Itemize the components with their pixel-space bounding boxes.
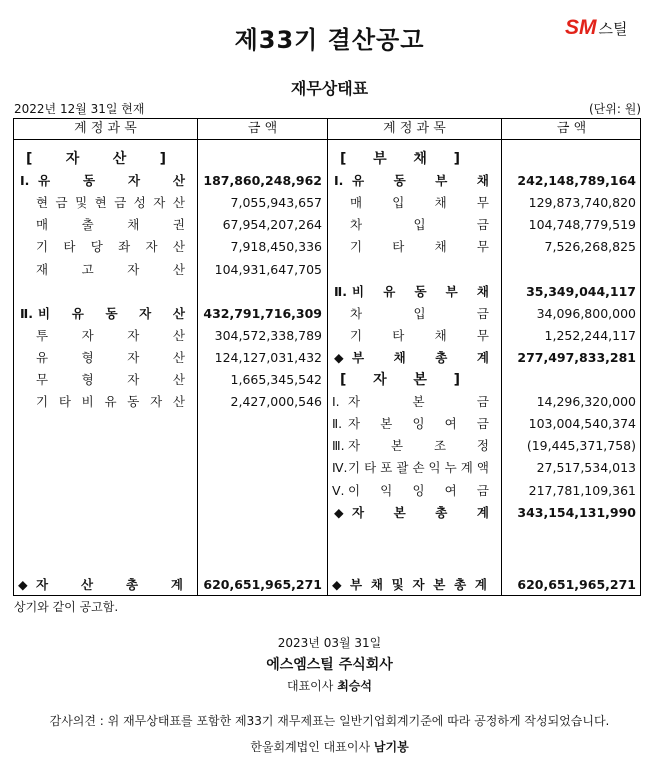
label-char: 권	[172, 217, 185, 233]
amount-value: 7,918,450,336	[230, 239, 322, 255]
label-char: 투	[36, 327, 49, 343]
account-label	[350, 192, 489, 214]
label-char: 산	[80, 577, 94, 592]
label-char: 차	[350, 305, 363, 321]
label-char: 자	[352, 504, 365, 520]
label-char: 본	[393, 504, 406, 520]
announcement-date: 2023년 03월 31일	[277, 636, 382, 650]
total-label	[350, 574, 487, 596]
label-char: 계	[474, 577, 487, 592]
row-prefix: ◆	[334, 504, 344, 520]
label-char: ]	[453, 151, 460, 167]
label-char: 총	[454, 577, 467, 592]
row-prefix: ◆	[334, 349, 344, 365]
label-char: 기	[348, 460, 361, 476]
label-char: 자	[127, 173, 141, 189]
row-prefix: Ⅱ.	[334, 283, 347, 299]
amount-value: 67,954,207,264	[222, 217, 322, 233]
account-label	[350, 325, 489, 347]
label-char: 금	[114, 195, 127, 211]
label-char: 무	[476, 327, 489, 343]
label-char: 당	[90, 239, 103, 255]
company-name: 에스엠스틸 주식회사	[266, 657, 393, 673]
label-char: 입	[413, 217, 426, 233]
label-char: 성	[133, 195, 146, 211]
account-label	[350, 236, 489, 258]
amount-value: 187,860,248,962	[203, 173, 322, 189]
amount-value: 103,004,540,374	[528, 416, 636, 432]
label-char: 손	[412, 460, 425, 476]
label-char: 익	[380, 482, 393, 498]
label-char: 무	[36, 372, 49, 387]
label-char: 채	[434, 195, 447, 211]
label-char: 형	[81, 372, 94, 387]
label-char: 입	[392, 195, 405, 211]
label-char: 자	[150, 394, 163, 410]
label-char: 동	[105, 305, 118, 321]
amount-value: 35,349,044,117	[526, 283, 636, 299]
label-char: 여	[444, 482, 457, 498]
account-label	[38, 303, 185, 325]
label-char: 유	[383, 283, 396, 299]
ceo-line	[0, 677, 659, 694]
amount-value: 304,572,338,789	[214, 327, 322, 343]
header-account-right: 계 정 과 목	[383, 121, 446, 136]
label-char: [	[26, 151, 33, 167]
label-char: 금	[476, 416, 489, 432]
label-char: 무	[476, 195, 489, 211]
total-prefix: ◆	[18, 577, 28, 592]
label-char: 유	[71, 305, 84, 321]
label-char: 유	[104, 394, 117, 410]
label-char: 산	[172, 305, 185, 321]
label-char: 정	[476, 438, 489, 454]
label-char: 금	[476, 305, 489, 321]
amount-value: 129,873,740,820	[528, 195, 636, 211]
account-label	[36, 214, 185, 236]
amount-value: 104,748,779,519	[528, 217, 636, 233]
label-char: 기	[36, 394, 49, 410]
label-char: 부	[445, 283, 458, 299]
label-char: 자	[373, 372, 387, 388]
label-char: 기	[350, 239, 363, 255]
company-logo	[565, 16, 627, 40]
label-char: 자	[127, 349, 140, 365]
label-char: 채	[393, 349, 406, 365]
label-char: 자	[81, 327, 94, 343]
account-label	[352, 281, 489, 303]
label-char: 포	[380, 460, 393, 476]
label-char: 채	[413, 151, 427, 167]
row-prefix: Ⅳ.	[332, 460, 348, 476]
label-char: 및	[391, 577, 404, 592]
label-char: 동	[414, 283, 427, 299]
label-char: 자	[139, 305, 152, 321]
auditor-line	[0, 738, 659, 755]
label-char: 자	[65, 151, 80, 167]
label-char: ]	[159, 151, 166, 167]
label-char: 매	[36, 217, 49, 233]
amount-value: (19,445,371,758)	[526, 438, 636, 454]
label-char: 유	[352, 173, 365, 189]
audit-opinion: 감사의견 : 위 재무상태표를 포함한 제33기 재무제표는 일반기업회계기준에 따라 공정하게 작성되었습니다.	[49, 714, 610, 728]
amount-value: 27,517,534,013	[536, 460, 636, 476]
label-char: 타	[63, 239, 76, 255]
label-char: 자	[348, 394, 361, 410]
label-char: 출	[81, 217, 94, 233]
label-char: 액	[476, 460, 489, 476]
label-char: 계	[476, 349, 489, 365]
row-prefix: Ⅴ.	[332, 482, 345, 498]
label-char: 부	[435, 173, 448, 189]
row-prefix: Ⅱ.	[332, 416, 343, 432]
amount-value: 277,497,833,281	[517, 349, 636, 365]
total-amount: 620,651,965,271	[517, 577, 636, 592]
account-label	[352, 502, 489, 524]
auditor-org: 한울회계법인 대표이사	[250, 740, 371, 754]
amount-value: 432,791,716,309	[203, 305, 322, 321]
label-char: 매	[350, 195, 363, 211]
account-label	[348, 391, 489, 413]
row-prefix: Ⅲ.	[332, 438, 345, 454]
section-heading	[26, 148, 166, 170]
label-char: 타	[58, 394, 71, 410]
label-char: 동	[82, 173, 96, 189]
account-label	[36, 369, 185, 391]
label-char: 자	[127, 372, 140, 387]
balance-sheet-table	[13, 118, 641, 596]
label-char: 계	[460, 460, 473, 476]
label-char: 금	[476, 394, 489, 410]
label-char: 채	[434, 239, 447, 255]
account-label	[36, 236, 185, 258]
label-char: 비	[352, 283, 365, 299]
row-prefix: Ⅰ.	[332, 394, 340, 410]
label-char: 본	[433, 577, 446, 592]
label-char: 좌	[118, 239, 131, 255]
label-char: 자	[348, 438, 361, 454]
header-amount-right: 금 액	[556, 121, 587, 136]
label-char: 부	[373, 151, 387, 167]
label-char: 계	[170, 577, 183, 592]
footnote: 상기와 같이 공고함.	[14, 600, 119, 614]
amount-value: 14,296,320,000	[536, 394, 636, 410]
row-prefix: Ⅱ.	[20, 305, 33, 321]
as-of-date: 2022년 12월 31일 현재	[14, 102, 145, 116]
account-label	[36, 347, 185, 369]
account-label	[348, 413, 489, 435]
label-char: 재	[36, 261, 49, 277]
amount-value: 1,665,345,542	[230, 372, 322, 387]
account-label	[348, 435, 489, 457]
total-prefix: ◆	[332, 577, 342, 592]
label-char: 형	[81, 349, 94, 365]
header-amount-left: 금 액	[247, 121, 278, 136]
account-label	[350, 303, 489, 325]
label-char: 본	[412, 394, 425, 410]
label-char: 동	[127, 394, 140, 410]
label-char: 산	[172, 349, 185, 365]
label-char: 금	[55, 195, 68, 211]
label-char: 산	[172, 372, 185, 387]
label-char: 산	[172, 261, 185, 277]
label-char: 계	[476, 504, 489, 520]
label-char: 입	[413, 305, 426, 321]
label-char: 산	[172, 394, 185, 410]
label-char: 채	[370, 577, 383, 592]
label-char: 익	[428, 460, 441, 476]
account-label	[348, 480, 489, 502]
label-char: [	[340, 151, 347, 167]
row-prefix: Ⅰ.	[334, 173, 344, 189]
account-label	[352, 347, 489, 369]
label-char: 동	[393, 173, 406, 189]
statement-title: 재무상태표	[290, 79, 369, 98]
label-char: 자	[153, 195, 166, 211]
account-label	[36, 325, 185, 347]
logo-sm: SM	[565, 16, 597, 39]
ceo-title: 대표이사	[287, 679, 334, 693]
label-char: 비	[81, 394, 94, 410]
section-heading	[340, 148, 460, 170]
amount-value: 124,127,031,432	[214, 349, 322, 365]
label-char: 무	[476, 239, 489, 255]
amount-value: 242,148,789,164	[517, 173, 636, 189]
label-char: 유	[36, 349, 49, 365]
section-heading	[340, 369, 460, 391]
label-char: 본	[413, 372, 427, 388]
label-char: 본	[390, 438, 404, 454]
amount-value: 7,055,943,657	[230, 195, 322, 211]
account-label	[350, 214, 489, 236]
label-char: 자	[348, 416, 361, 432]
label-char: 채	[476, 173, 489, 189]
label-char: 산	[172, 173, 185, 189]
account-label	[36, 192, 185, 214]
label-char: 차	[350, 217, 363, 233]
row-prefix: Ⅰ.	[20, 173, 30, 189]
account-label	[38, 170, 185, 192]
amount-value: 7,526,268,825	[544, 239, 636, 255]
label-char: 이	[348, 482, 361, 498]
amount-value: 34,096,800,000	[536, 305, 636, 321]
label-char: [	[340, 372, 347, 388]
label-char: 산	[172, 239, 185, 255]
ceo-name: 최승석	[337, 679, 372, 693]
label-char: 고	[81, 261, 94, 277]
label-char: 여	[444, 416, 457, 432]
label-char: 현	[36, 195, 49, 211]
amount-value: 343,154,131,990	[517, 504, 636, 520]
label-char: 타	[392, 239, 405, 255]
label-char: ]	[453, 372, 460, 388]
label-char: 괄	[396, 460, 409, 476]
label-char: 금	[476, 217, 489, 233]
unit-label: (단위: 원)	[589, 102, 641, 116]
label-char: 총	[435, 504, 448, 520]
amount-value: 217,781,109,361	[528, 482, 636, 498]
total-label	[36, 574, 183, 596]
account-label	[348, 457, 489, 479]
label-char: 유	[38, 173, 51, 189]
account-label	[352, 170, 489, 192]
label-char: 채	[476, 283, 489, 299]
label-char: 자	[127, 327, 140, 343]
label-char: 부	[350, 577, 363, 592]
label-char: 타	[364, 460, 377, 476]
amount-value: 2,427,000,546	[230, 394, 322, 410]
label-char: 금	[476, 482, 489, 498]
label-char: 부	[352, 349, 365, 365]
label-char: 기	[350, 327, 363, 343]
logo-steel: 스틸	[598, 20, 628, 38]
label-char: 비	[38, 305, 51, 321]
page-title: 제33기 결산공고	[234, 26, 425, 54]
label-char: 기	[36, 239, 49, 255]
label-char: 본	[380, 416, 393, 432]
label-char: 총	[435, 349, 448, 365]
label-char: 자	[145, 239, 158, 255]
amount-value: 104,931,647,705	[214, 261, 322, 277]
label-char: 잉	[412, 482, 425, 498]
label-char: 현	[94, 195, 107, 211]
label-char: 채	[127, 217, 140, 233]
label-char: 조	[433, 438, 447, 454]
auditor-name: 남기봉	[373, 740, 409, 754]
label-char: 채	[434, 327, 447, 343]
label-char: 잉	[412, 416, 425, 432]
amount-value: 1,252,244,117	[544, 327, 636, 343]
label-char: 타	[392, 327, 405, 343]
label-char: 누	[444, 460, 457, 476]
label-char: 자	[36, 577, 49, 592]
label-char: 산	[172, 195, 185, 211]
account-label	[36, 259, 185, 281]
label-char: 산	[172, 327, 185, 343]
account-label	[36, 391, 185, 413]
label-char: 자	[127, 261, 140, 277]
total-amount: 620,651,965,271	[203, 577, 322, 592]
header-account-left: 계 정 과 목	[74, 121, 137, 136]
label-char: 산	[112, 151, 127, 167]
label-char: 자	[412, 577, 425, 592]
label-char: 총	[125, 577, 139, 592]
label-char: 및	[75, 195, 88, 211]
